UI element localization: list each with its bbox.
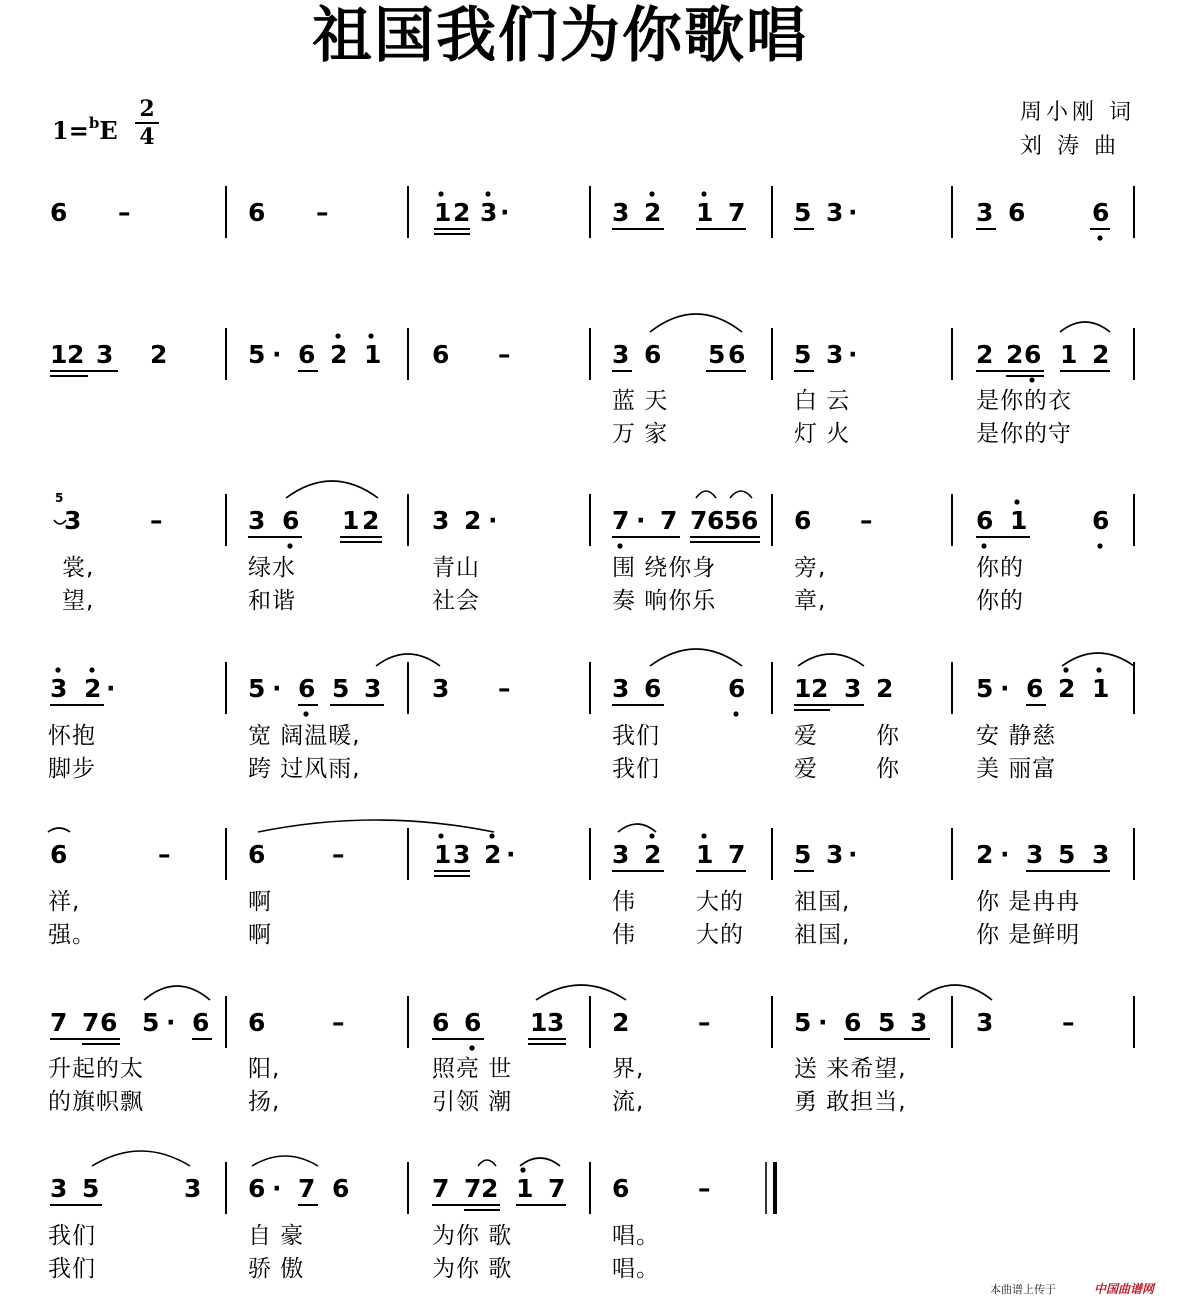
lyric-verse-2: 为你 歌 (432, 1256, 513, 1282)
lyric-verse-2: 你 (876, 756, 900, 782)
lyric-verse-2: 章, (794, 588, 827, 614)
lyric-verse-1: 裳, (62, 555, 95, 581)
jianpu-note: 3 (844, 674, 862, 703)
jianpu-note: 5 (142, 1008, 160, 1037)
jianpu-note: · (106, 674, 116, 703)
jianpu-note: 6 (248, 1008, 266, 1037)
jianpu-note: 3 (1026, 840, 1044, 869)
slur (650, 314, 742, 332)
key-letter: E (99, 116, 118, 145)
jianpu-note: 1 (50, 340, 68, 369)
jianpu-note: 6 (432, 1008, 450, 1037)
jianpu-note: 6 (707, 506, 725, 535)
jianpu-note: 3 (976, 198, 994, 227)
jianpu-note: 5 (1058, 840, 1076, 869)
time-signature-top: 2 (139, 96, 155, 122)
octave-dot-high (438, 191, 443, 196)
jianpu-note: 7 (432, 1174, 450, 1203)
lyric-verse-2: 灯 火 (794, 421, 851, 447)
lyric-verse-2: 引领 潮 (432, 1089, 513, 1115)
lyric-verse-1: 宽 阔温暖, (248, 723, 361, 749)
jianpu-note: 2 (481, 1174, 499, 1203)
lyric-verse-2: 万 家 (612, 421, 669, 447)
octave-dot-low (617, 543, 622, 548)
lyric-verse-2: 强。 (48, 922, 96, 948)
octave-dot-low (981, 543, 986, 548)
jianpu-note: 5 (794, 340, 812, 369)
jianpu-note: · (818, 1008, 828, 1037)
slur (252, 1156, 318, 1166)
lyric-verse-1: 阳, (248, 1056, 281, 1082)
jianpu-note: · (488, 506, 498, 535)
jianpu-note: – (150, 506, 163, 535)
jianpu-note: 6 (192, 1008, 210, 1037)
jianpu-note: 2 (453, 198, 471, 227)
jianpu-note: 6 (794, 506, 812, 535)
jianpu-note: 2 (1058, 674, 1076, 703)
jianpu-note: 5 (82, 1174, 100, 1203)
slur (478, 1160, 496, 1166)
lyric-verse-2: 奏 响你乐 (612, 588, 717, 614)
jianpu-note: 1 (794, 674, 812, 703)
octave-dot-high (520, 1167, 525, 1172)
octave-dot-low (1097, 543, 1102, 548)
jianpu-note: · (500, 198, 510, 227)
lyric-verse-1: 送 来希望, (794, 1056, 907, 1082)
octave-dot-low (1029, 377, 1034, 382)
jianpu-note: 7 (690, 506, 708, 535)
jianpu-note: 5 (724, 506, 742, 535)
flat-sign: b (88, 114, 100, 132)
jianpu-note: 5 (794, 840, 812, 869)
jianpu-note: 2 (876, 674, 894, 703)
lyric-verse-1: 升起的太 (48, 1056, 144, 1082)
jianpu-note: 6 (1092, 506, 1110, 535)
jianpu-note: 5 (794, 1008, 812, 1037)
octave-dot-high (89, 667, 94, 672)
jianpu-note: – (158, 840, 171, 869)
lyric-verse-2: 啊 (248, 922, 272, 948)
jianpu-note: 3 (612, 198, 630, 227)
jianpu-note: 6 (50, 198, 68, 227)
jianpu-note: 6 (432, 340, 450, 369)
jianpu-note: 6 (248, 840, 266, 869)
lyric-verse-2: 和谐 (248, 588, 296, 614)
jianpu-note: – (118, 198, 131, 227)
jianpu-note: 2 (150, 340, 168, 369)
octave-dot-high (335, 333, 340, 338)
lyric-verse-1: 我们 (612, 723, 660, 749)
jianpu-note: · (506, 840, 516, 869)
lyric-verse-2: 是你的守 (976, 421, 1072, 447)
jianpu-note: · (636, 506, 646, 535)
jianpu-note: – (316, 198, 329, 227)
jianpu-note: 5 (708, 340, 726, 369)
lyric-verse-2: 唱。 (612, 1256, 660, 1282)
octave-dot-low (469, 1045, 474, 1050)
jianpu-note: 5 (248, 674, 266, 703)
jianpu-note: 1 (1060, 340, 1078, 369)
slur (92, 1151, 190, 1166)
jianpu-note: – (698, 1174, 711, 1203)
jianpu-note: 3 (976, 1008, 994, 1037)
jianpu-note: 3 (826, 840, 844, 869)
lyric-verse-2: 的旗帜飘 (48, 1089, 144, 1115)
lyric-verse-1: 蓝 天 (612, 388, 669, 414)
jianpu-note: 1 (434, 198, 452, 227)
lyric-verse-2: 骄 傲 (248, 1256, 305, 1282)
lyric-verse-1: 旁, (794, 555, 827, 581)
jianpu-note: 6 (728, 340, 746, 369)
jianpu-note: 2 (484, 840, 502, 869)
slur (48, 828, 70, 832)
jianpu-note: 3 (547, 1008, 565, 1037)
lyric-verse-2: 跨 过风雨, (248, 756, 361, 782)
jianpu-note: 3 (248, 506, 266, 535)
lyric-verse-1: 为你 歌 (432, 1223, 513, 1249)
jianpu-note: 2 (1092, 340, 1110, 369)
jianpu-note: 3 (432, 506, 450, 535)
jianpu-note: – (1062, 1008, 1075, 1037)
octave-dot-high (701, 191, 706, 196)
jianpu-note: 1 (364, 340, 382, 369)
lyric-verse-2: 美 丽富 (976, 756, 1057, 782)
lyric-verse-1: 照亮 世 (432, 1056, 513, 1082)
jianpu-note: 5 (878, 1008, 896, 1037)
lyric-verse-2: 扬, (248, 1089, 281, 1115)
lyric-verse-1: 你的 (976, 555, 1024, 581)
jianpu-note: – (498, 340, 511, 369)
lyric-verse-1: 围 绕你身 (612, 555, 717, 581)
jianpu-note: – (698, 1008, 711, 1037)
jianpu-note: 3 (64, 506, 82, 535)
jianpu-note: 6 (741, 506, 759, 535)
jianpu-note: 2 (811, 674, 829, 703)
jianpu-note: 6 (1024, 340, 1042, 369)
jianpu-note: · (848, 340, 858, 369)
jianpu-note: 7 (464, 1174, 482, 1203)
slur (798, 654, 864, 666)
jianpu-note: 3 (612, 340, 630, 369)
jianpu-note: 1 (696, 840, 714, 869)
lyric-verse-1: 白 云 (794, 388, 851, 414)
jianpu-note: 1 (342, 506, 360, 535)
jianpu-note: 7 (728, 840, 746, 869)
lyric-verse-2: 勇 敢担当, (794, 1089, 907, 1115)
jianpu-note: 2 (612, 1008, 630, 1037)
lyric-verse-2: 你 是鲜明 (976, 922, 1081, 948)
slur (918, 985, 992, 1000)
slur (520, 1158, 560, 1166)
jianpu-note: – (332, 840, 345, 869)
lyric-verse-1: 青山 (432, 555, 480, 581)
jianpu-note: 3 (612, 674, 630, 703)
octave-dot-high (485, 191, 490, 196)
jianpu-note: 3 (432, 674, 450, 703)
jianpu-note: 6 (50, 840, 68, 869)
footer-brand: 中国曲谱网 (1094, 1282, 1155, 1296)
jianpu-note: 2 (362, 506, 380, 535)
lyric-verse-1: 祥, (48, 889, 81, 915)
composer-credit: 刘 涛 曲 (1020, 134, 1120, 159)
jianpu-note: 5 (976, 674, 994, 703)
jianpu-note: 1 (434, 840, 452, 869)
octave-dot-high (649, 191, 654, 196)
jianpu-note: 1 (1092, 674, 1110, 703)
jianpu-note: 3 (826, 198, 844, 227)
lyric-verse-1: 怀抱 (48, 723, 96, 749)
lyricist-credit: 周小刚 词 (1020, 100, 1135, 125)
lyric-verse-1: 啊 (248, 889, 272, 915)
jianpu-note: 1 (516, 1174, 534, 1203)
jianpu-note: 6 (248, 198, 266, 227)
octave-dot-low (1097, 235, 1102, 240)
jianpu-note: 6 (844, 1008, 862, 1037)
jianpu-note: 7 (50, 1008, 68, 1037)
jianpu-note: 6 (100, 1008, 118, 1037)
jianpu-note: 2 (330, 340, 348, 369)
octave-dot-high (701, 833, 706, 838)
lyric-verse-1: 爱 (794, 723, 818, 749)
jianpu-note: 7 (548, 1174, 566, 1203)
jianpu-note: 1 (1010, 506, 1028, 535)
jianpu-note: – (332, 1008, 345, 1037)
jianpu-note: 6 (298, 340, 316, 369)
jianpu-note: 7 (82, 1008, 100, 1037)
slur (1060, 322, 1110, 332)
jianpu-note: · (166, 1008, 176, 1037)
octave-dot-high (1014, 499, 1019, 504)
lyric-verse-1: 界, (612, 1056, 645, 1082)
jianpu-note: 3 (826, 340, 844, 369)
slur (618, 824, 656, 832)
octave-dot-high (438, 833, 443, 838)
jianpu-note: 6 (644, 340, 662, 369)
octave-dot-high (649, 833, 654, 838)
lyric-verse-2: 望, (62, 588, 95, 614)
jianpu-note: · (1000, 674, 1010, 703)
jianpu-note: 1 (696, 198, 714, 227)
jianpu-note: 2 (644, 198, 662, 227)
jianpu-note: 6 (332, 1174, 350, 1203)
octave-dot-high (489, 833, 494, 838)
slur (258, 820, 494, 832)
jianpu-note: 6 (1092, 198, 1110, 227)
jianpu-note: 3 (364, 674, 382, 703)
jianpu-note: 3 (184, 1174, 202, 1203)
slur (1062, 653, 1134, 666)
slur (286, 481, 378, 498)
lyric-verse-1: 是你的衣 (976, 388, 1072, 414)
jianpu-note: 2 (464, 506, 482, 535)
key-prefix: 1= (52, 116, 89, 145)
jianpu-note: 6 (728, 674, 746, 703)
jianpu-note: 2 (1006, 340, 1024, 369)
jianpu-note: 6 (248, 1174, 266, 1203)
octave-dot-high (1063, 667, 1068, 672)
jianpu-note: 2 (67, 340, 85, 369)
jianpu-note: 6 (612, 1174, 630, 1203)
lyric-verse-1: 你 (876, 723, 900, 749)
jianpu-note: 6 (1026, 674, 1044, 703)
octave-dot-high (1096, 667, 1101, 672)
lyric-verse-2: 脚步 (48, 756, 96, 782)
jianpu-note: 6 (282, 506, 300, 535)
jianpu-note: · (848, 198, 858, 227)
jianpu-note: 3 (96, 340, 114, 369)
octave-dot-low (287, 543, 292, 548)
slur (730, 491, 752, 498)
jianpu-note: 3 (910, 1008, 928, 1037)
jianpu-note: 7 (660, 506, 678, 535)
jianpu-note: 2 (976, 340, 994, 369)
lyric-verse-2: 爱 (794, 756, 818, 782)
lyric-verse-1: 自 豪 (248, 1223, 305, 1249)
octave-dot-high (368, 333, 373, 338)
lyric-verse-1: 绿水 (248, 555, 296, 581)
slur (696, 491, 716, 498)
lyric-verse-1: 伟 (612, 889, 636, 915)
time-signature-bottom: 4 (139, 124, 155, 150)
lyric-verse-1: 我们 (48, 1223, 96, 1249)
jianpu-note: 5 (248, 340, 266, 369)
lyric-verse-1: 安 静慈 (976, 723, 1057, 749)
jianpu-note: · (272, 1174, 282, 1203)
jianpu-note: 3 (50, 674, 68, 703)
jianpu-note: 2 (84, 674, 102, 703)
octave-dot-high (55, 667, 60, 672)
song-title: 祖国我们为你歌唱 (312, 1, 808, 71)
slur (536, 985, 626, 1000)
lyric-verse-1: 祖国, (794, 889, 851, 915)
jianpu-note: 2 (644, 840, 662, 869)
lyric-verse-2: 祖国, (794, 922, 851, 948)
jianpu-note: · (1000, 840, 1010, 869)
jianpu-note: 6 (1008, 198, 1026, 227)
jianpu-note: 3 (1092, 840, 1110, 869)
jianpu-note: · (272, 674, 282, 703)
jianpu-note: 7 (298, 1174, 316, 1203)
jianpu-note: 3 (480, 198, 498, 227)
jianpu-note: 5 (794, 198, 812, 227)
jianpu-note: · (848, 840, 858, 869)
jianpu-note: 6 (464, 1008, 482, 1037)
lyric-verse-1: 唱。 (612, 1223, 660, 1249)
lyric-verse-2: 我们 (48, 1256, 96, 1282)
grace-note: 5 (55, 491, 64, 505)
octave-dot-low (733, 711, 738, 716)
jianpu-note: – (498, 674, 511, 703)
slur (144, 986, 210, 1000)
jianpu-note: · (272, 340, 282, 369)
jianpu-note: 7 (728, 198, 746, 227)
lyric-verse-2: 你的 (976, 588, 1024, 614)
octave-dot-low (303, 711, 308, 716)
lyric-verse-1: 你 是冉冉 (976, 889, 1081, 915)
jianpu-note: 6 (298, 674, 316, 703)
jianpu-note: 3 (612, 840, 630, 869)
lyric-verse-2: 流, (612, 1089, 645, 1115)
jianpu-note: 3 (50, 1174, 68, 1203)
lyric-verse-2: 大的 (696, 922, 744, 948)
lyric-verse-1: 大的 (696, 889, 744, 915)
lyric-verse-2: 我们 (612, 756, 660, 782)
footer-upload-text: 本曲谱上传于 (990, 1283, 1056, 1296)
jianpu-note: 5 (332, 674, 350, 703)
jianpu-note: 6 (644, 674, 662, 703)
lyric-verse-2: 社会 (432, 588, 480, 614)
jianpu-note: 2 (976, 840, 994, 869)
jianpu-note: 7 (612, 506, 630, 535)
jianpu-note: 3 (453, 840, 471, 869)
jianpu-note: 1 (530, 1008, 548, 1037)
lyric-verse-2: 伟 (612, 922, 636, 948)
slur (650, 649, 742, 666)
jianpu-note: 6 (976, 506, 994, 535)
jianpu-note: – (860, 506, 873, 535)
